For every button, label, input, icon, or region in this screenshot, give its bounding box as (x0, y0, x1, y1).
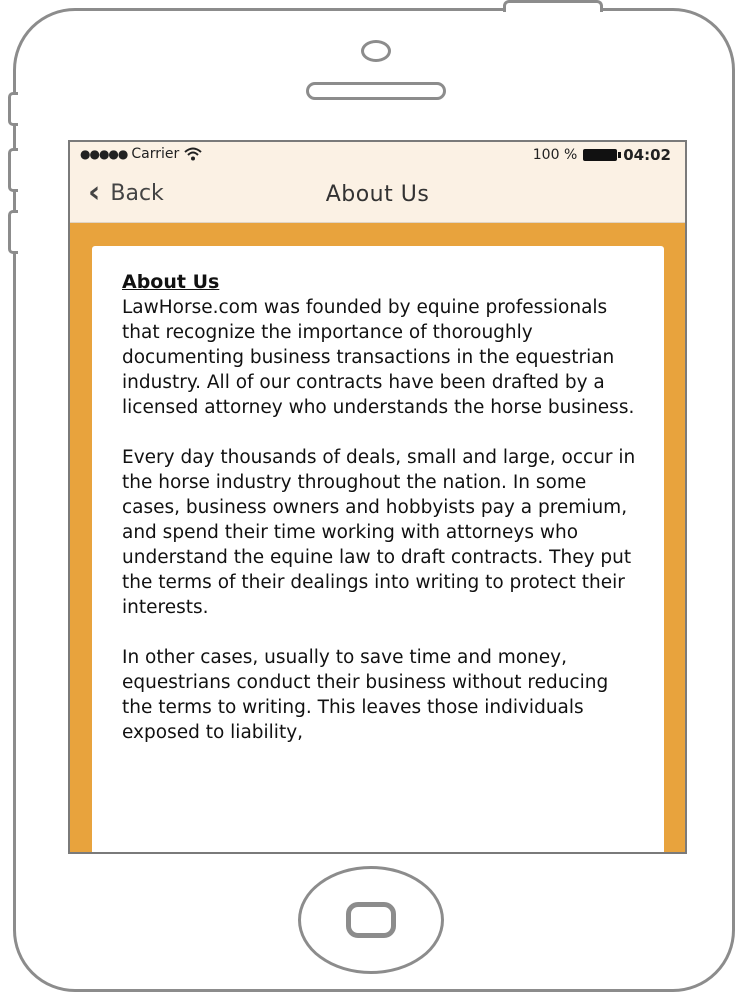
paragraph: Every day thousands of deals, small and large, occur in the horse industry throughout the nation. In some cases, business owners and hobbyists pay a premium, and spend their time working with attorneys who understand the equine law to draft contracts. They put the terms of their dealings into writing to protect their interests. (122, 447, 636, 618)
section-heading: About Us (122, 271, 220, 293)
page-title: About Us (325, 182, 430, 207)
paragraph: LawHorse.com was founded by equine professionals that recognize the importance of thoroughly documenting business transactions in the equestrian industry. All of our contracts have been drafted by a licensed attorney who understands the horse business. (122, 297, 635, 418)
volume-up-button (8, 148, 18, 192)
battery-icon (583, 149, 617, 161)
status-bar (70, 142, 685, 168)
clock: 04:02 (623, 146, 671, 164)
power-button (503, 0, 603, 12)
back-label: Back (110, 180, 164, 206)
mute-switch (8, 92, 18, 126)
earpiece-speaker (306, 82, 446, 100)
carrier-label: Carrier (131, 146, 180, 162)
chevron-left-icon: ‹ (88, 175, 101, 210)
home-button[interactable] (298, 866, 444, 974)
front-camera (361, 40, 391, 62)
volume-down-button (8, 210, 18, 254)
navigation-bar (70, 168, 685, 223)
paragraph: In other cases, usually to save time and money, equestrians conduct their business without reducing the terms to writing. This leaves those individuals exposed to liability, (122, 647, 609, 743)
home-button-icon (346, 902, 396, 938)
signal-icon: ●●●●● (80, 147, 128, 161)
wifi-icon (183, 147, 203, 161)
content-card[interactable] (92, 246, 664, 854)
screen (68, 140, 687, 854)
battery-percent: 100 % (532, 147, 578, 163)
